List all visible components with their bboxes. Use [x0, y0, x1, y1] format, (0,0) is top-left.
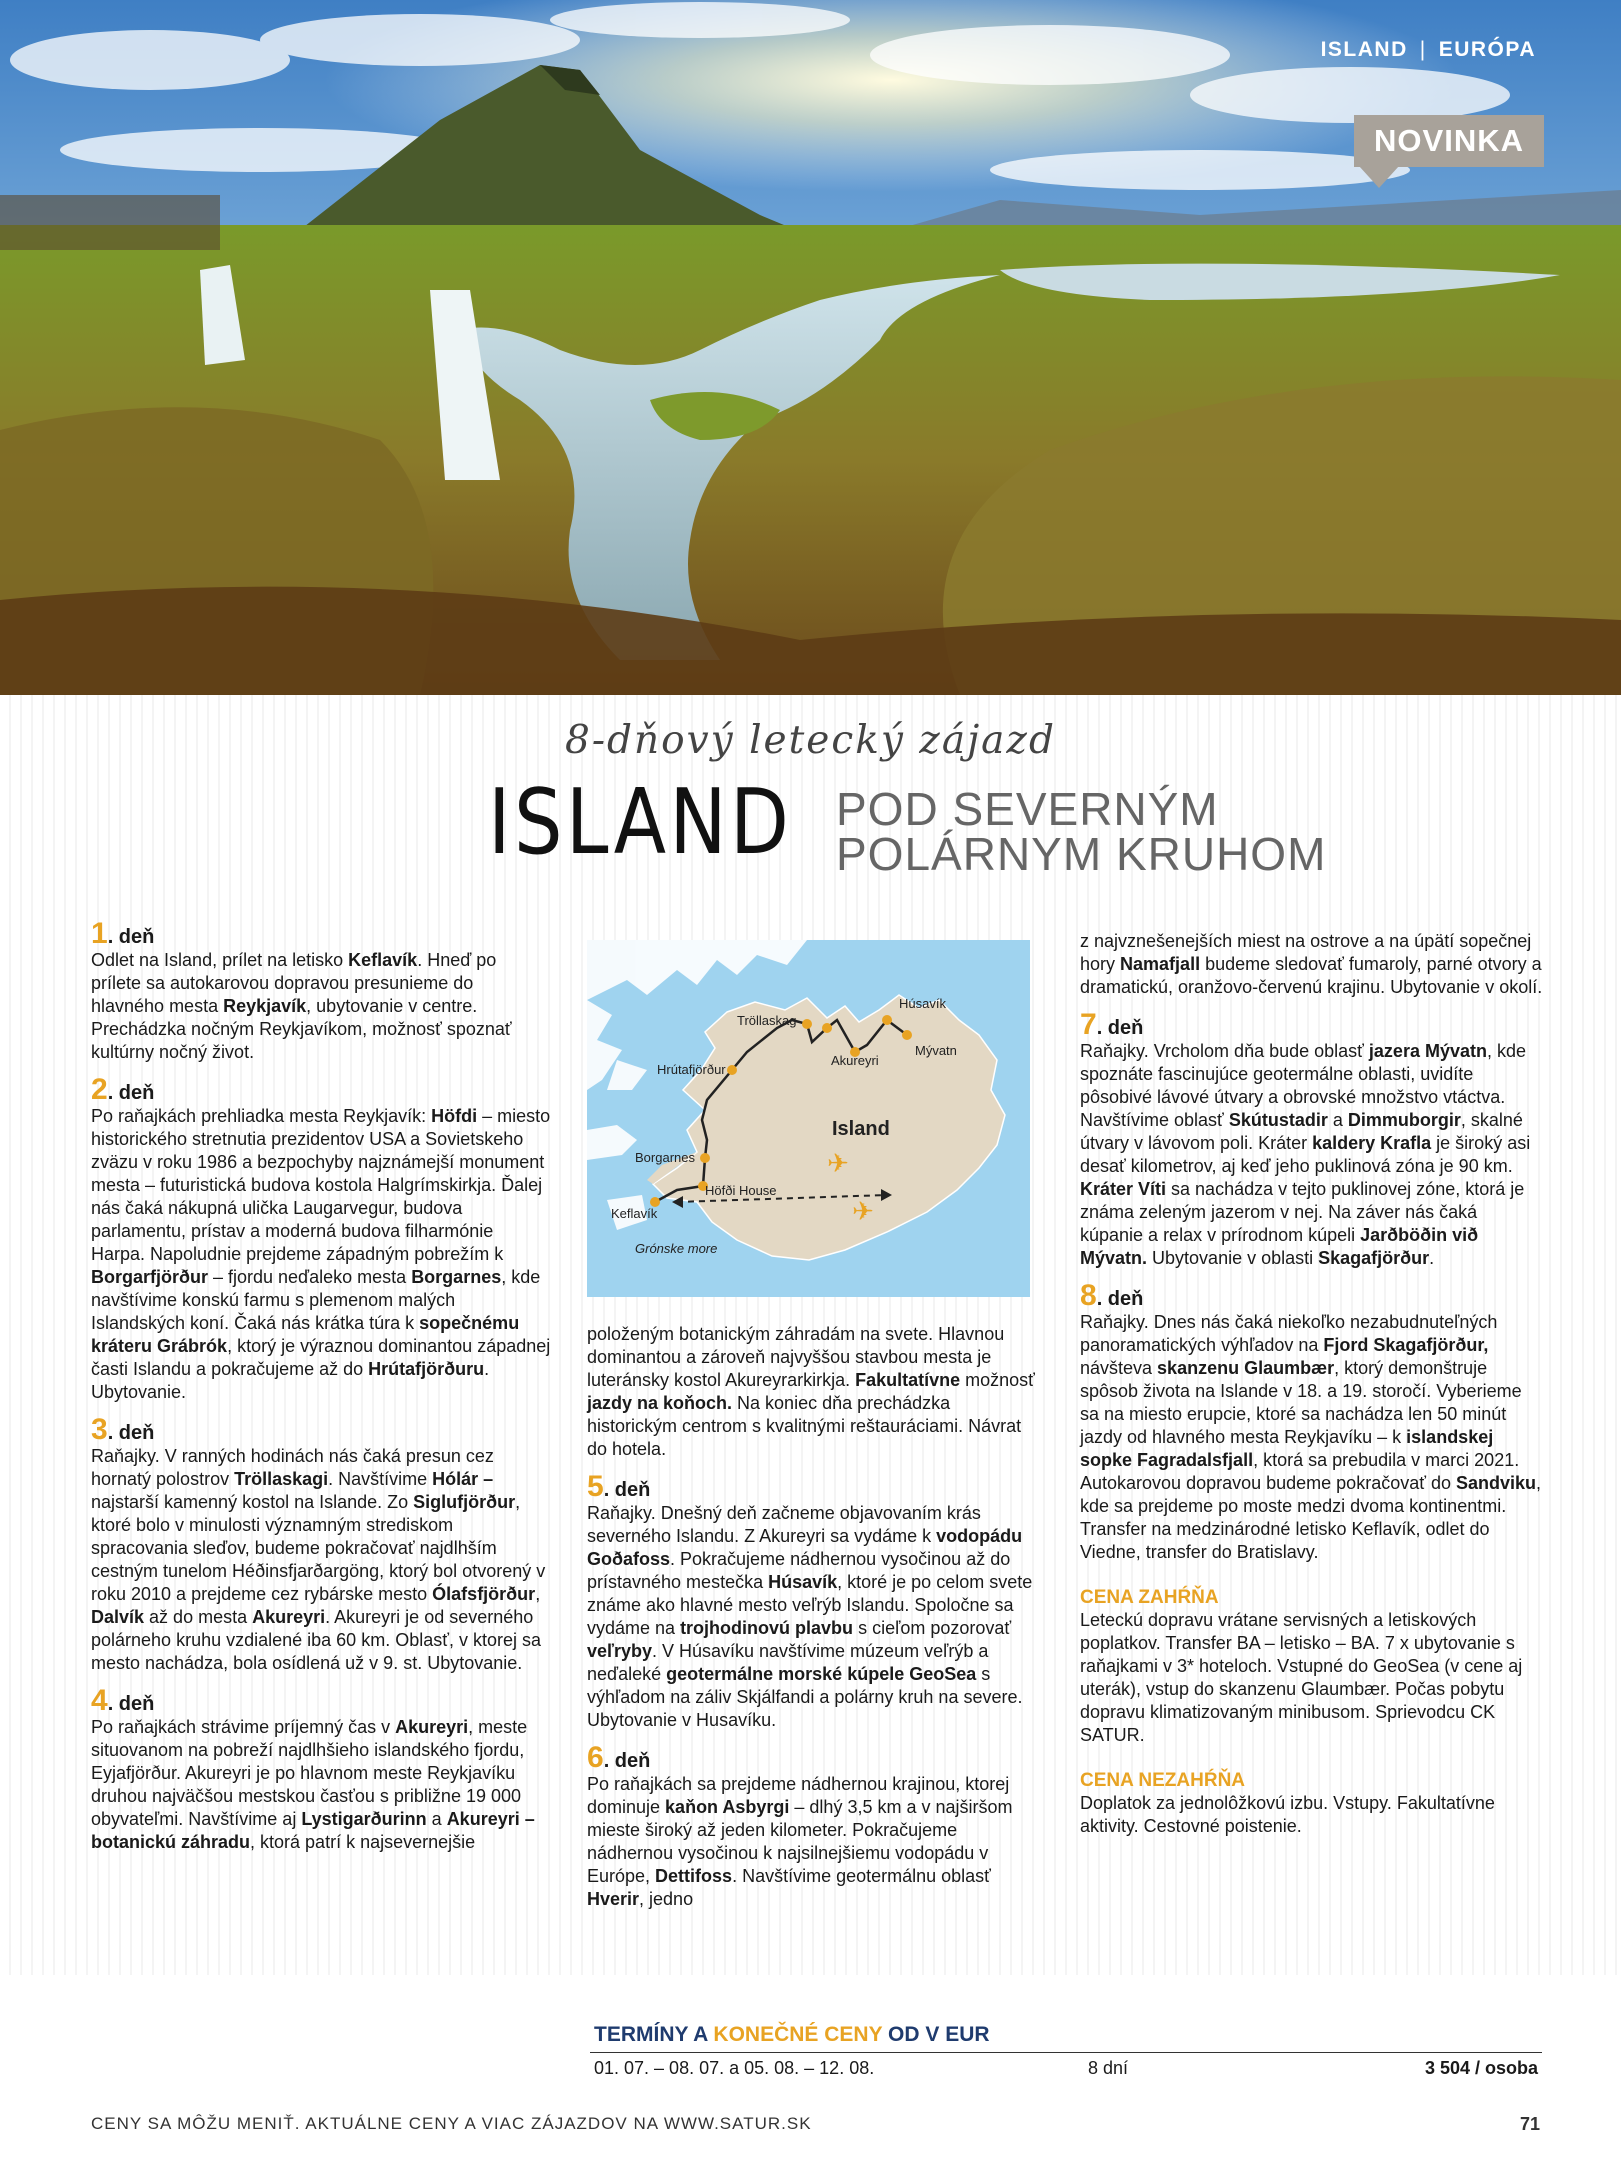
day-label: . deň — [1096, 1288, 1144, 1310]
day-2 — [91, 1073, 551, 1404]
terms-heading-part1: TERMÍNY A — [594, 2023, 714, 2046]
map-label-akureyri: Akureyri — [831, 1053, 879, 1068]
day-number: 5 — [587, 1470, 604, 1503]
day-number: 3 — [91, 1413, 108, 1446]
page-number: 71 — [1519, 2114, 1540, 2134]
price-includes-heading: CENA ZAHŔŇA — [1080, 1587, 1219, 1608]
terms-heading — [594, 2023, 990, 2047]
day-heading — [587, 1741, 1042, 1774]
landscape-illustration — [0, 0, 1621, 695]
region-continent: EURÓPA — [1438, 38, 1536, 61]
day-label: . deň — [107, 1082, 155, 1104]
title-tagline-line2: POLÁRNYM KRUHOM — [836, 828, 1327, 880]
region-tag — [1321, 38, 1536, 62]
trip-subtitle: 8-dňový letecký zájazd — [565, 718, 1056, 763]
route-map — [587, 940, 1030, 1297]
map-label-sea: Grónske more — [635, 1241, 718, 1256]
day-number: 4 — [91, 1684, 108, 1717]
day-7 — [1080, 1008, 1545, 1270]
map-label-hrutafjordur: Hrútafjörður — [657, 1062, 726, 1077]
terms-duration: 8 dní — [1088, 2058, 1129, 2078]
terms-price: 3 504 / osoba — [1424, 2058, 1538, 2078]
day-text: Raňajky. V ranných hodinách nás čaká presun cez hornatý polostrov Tröllaskagi. Navštívime Hólár – najstarší kamenný kostol na Islande. Zo Siglufjörður, ktoré bolo v minulosti významným strediskom spracovania sleďov, budeme pokračovať najdlhším cestným tunelom Héðinsfjarðargöng, ktorý bol otvorený v roku 2010 a prejdeme cez rybárske mesto Ólafsfjörður, Dalvík až do mesta Akureyri. Akureyri je od severného polárneho kruhu vzdialené iba 60 km. Oblasť, v ktorej sa mesto nachádza, bola osídlená už v 9. st. Ubytovanie. — [91, 1446, 546, 1673]
map-label-husavik: Húsavík — [899, 996, 946, 1011]
day-4 — [91, 1684, 551, 1854]
region-separator: | — [1419, 38, 1427, 61]
price-includes-text: Leteckú dopravu vrátane servisných a letiskových poplatkov. Transfer BA – letisko – BA. 7 x ubytovanie s raňajkami v 3* hoteloch. Vstupné do GeoSea (v cene aj uterák), vstup do skanzenu Glaumbær. Počas pobytu dopravu klimatizovaným minibusom. Sprievodcu CK SATUR. — [1080, 1610, 1523, 1745]
column-right — [1080, 930, 1545, 1838]
day-1 — [91, 917, 551, 1064]
day-text: Po raňajkách strávime príjemný čas v Akureyri, meste situovanom na pobreží najdlhšieho islandského fjordu, Eyjafjörður. Akureyri je po hlavnom meste Reykjavíku druhou najväčšou mestskou časťou s približne 19 000 obyvateľmi. Navštívime aj Lystigarðurinn a Akureyri – botanickú záhradu, ktorá patrí k najsevernejšie — [91, 1717, 535, 1852]
day-6-continued — [1080, 930, 1545, 999]
day-4-continued — [587, 1323, 1042, 1461]
day-text: Raňajky. Vrcholom dňa bude oblasť jazera Mývatn, kde spoznáte fascinujúce geotermálne oblasti, uvidíte pôsobivé lávové útvary a obrovské množstvo vtáctva. Navštívime oblasť Skútustadir a Dimmuborgir, skalné útvary v lávovom poli. Kráter kaldery Krafla je široký asi desať kilometrov, aj keď jeho puklinová zóna je 90 km. Kráter Víti sa nachádza v tejto puklinovej zóne, ktorá je známa zeleným jazerom v nej. Na záver nás čaká kúpanie a relax v prírodnom kúpeli Jarðböðin við Mývatn. Ubytovanie v oblasti Skagafjörður. — [1080, 1041, 1531, 1268]
day-text: Raňajky. Dnešný deň začneme objavovaním krás severného Islandu. Z Akureyri sa vydáme k vodopádu Goðafoss. Pokračujeme nádhernou vysočinou až do prístavného mestečka Húsavík, ktoré je po celom svete známe ako hlavné mesto veľrýb Islandu. Spoločne sa vydáme na trojhodinovú plavbu s cieľom pozorovať veľryby. V Húsavíku navštívime múzeum veľrýb a neďaleké geotermálne morské kúpele GeoSea s výhľadom na záliv Skjálfandi a polárny kruh na severe. Ubytovanie v Husavíku. — [587, 1503, 1033, 1730]
day-heading — [91, 917, 551, 950]
day-number: 6 — [587, 1741, 604, 1774]
day-label: . deň — [603, 1750, 651, 1772]
day-5 — [587, 1470, 1042, 1732]
title-tagline — [836, 783, 1327, 880]
day-heading — [91, 1413, 551, 1446]
day-number: 2 — [91, 1073, 108, 1106]
price-excludes-heading: CENA NEZAHŔŇA — [1080, 1770, 1246, 1791]
day-label: . deň — [1096, 1017, 1144, 1039]
terms-divider — [590, 2052, 1542, 2053]
day-text: Po raňajkách prehliadka mesta Reykjavík: Höfdi – miesto historického stretnutia prezidentov USA a Sovietskeho zväzu v roku 1986 a bezpochyby najznámejší monument mesta – futuristická budova kostola Halgrímskirkja. Ďalej nás čaká nákupná ulička Laugarvegur, budova parlamentu, prístav a moderná budova filharmónie Harpa. Napoludnie prejdeme západným pobrežím k Borgarfjörður – fjordu neďaleko mesta Borgarnes, kde navštívime konskú farmu s plemenom malých Islandských koní. Čaká nás krátka túra k sopečnému kráteru Grábrók, ktorý je výraznou dominantou západnej časti Islandu a pokračujeme až do Hrútafjörðuru. Ubytovanie. — [91, 1106, 551, 1402]
region-country: ISLAND — [1320, 38, 1408, 61]
map-label-hofdi: Höfði House — [705, 1183, 777, 1198]
map-label-borgarnes: Borgarnes — [635, 1150, 695, 1165]
terms-dates: 01. 07. – 08. 07. a 05. 08. – 12. 08. — [594, 2058, 875, 2078]
day-label: . deň — [107, 926, 155, 948]
day-label: . deň — [107, 1422, 155, 1444]
day-heading — [1080, 1279, 1545, 1312]
title-tagline-line1: POD SEVERNÝM — [836, 783, 1219, 835]
day-text: z najvznešenejších miest na ostrove a na úpätí sopečnej hory Namafjall budeme sledovať fumaroly, parné otvory a dramatickú, oranžovo-červenú krajinu. Ubytovanie v okolí. — [1080, 931, 1543, 997]
day-heading — [91, 1073, 551, 1106]
price-excludes-text: Doplatok za jednolôžkovú izbu. Vstupy. Fakultatívne aktivity. Cestovné poistenie. — [1080, 1793, 1495, 1836]
hero-photo — [0, 0, 1621, 695]
day-text: Raňajky. Dnes nás čaká niekoľko nezabudnuteľných panoramatických výhľadov na Fjord Skagafjörður, návšteva skanzenu Glaumbær, ktorý demonštruje spôsob života na Islande v 18. a 19. storočí. Vyberieme sa na miesto erupcie, ktoré sa nachádza len 50 minút jazdy od hlavného mesta Reykjavíku – k islandskej sopke Fagradalsfjall, ktorá sa prebudila v marci 2021. Autokarovou dopravou budeme pokračovať do Sandviku, kde sa prejdeme po moste medzi dvoma kontinentmi. Transfer na medzinárodné letisko Keflavík, odlet do Viedne, transfer do Bratislavy. — [1080, 1312, 1542, 1562]
day-number: 1 — [91, 917, 108, 950]
day-number: 8 — [1080, 1279, 1097, 1312]
iceland-map — [587, 940, 1030, 1297]
day-text: Odlet na Island, prílet na letisko Keflavík. Hneď po prílete sa autokarovou dopravou presunieme do hlavného mesta Reykjavík, ubytovanie v centre. Prechádzka nočným Reykjavíkom, možnosť spoznať kultúrny nočný život. — [91, 950, 512, 1062]
novinka-badge-tail — [1359, 166, 1399, 188]
day-label: . deň — [603, 1479, 651, 1501]
column-left — [91, 917, 551, 1854]
map-label-island: Island — [832, 1118, 890, 1140]
plane-icon: ✈ — [852, 1197, 874, 1227]
map-label-trollaskag: Tröllaskag — [737, 1013, 797, 1028]
day-6 — [587, 1741, 1042, 1911]
plane-icon: ✈ — [827, 1149, 849, 1179]
page-title: ISLAND — [488, 770, 793, 875]
day-heading — [587, 1470, 1042, 1503]
footer-note: CENY SA MÔŽU MENIŤ. AKTUÁLNE CENY A VIAC ZÁJAZDOV NA WWW.SATUR.SK — [91, 2114, 812, 2133]
day-text: položeným botanickým záhradám na svete. Hlavnou dominantou a zároveň najvyššou stavbou mesta je luteránsky kostol Akureyrarkirkja. Fakultatívne možnosť jazdy na koňoch. Na koniec dňa prechádzka historickým centrom s kvalitnými reštauráciami. Návrat do hotela. — [587, 1324, 1035, 1459]
map-label-myvatn: Mývatn — [915, 1043, 957, 1058]
day-label: . deň — [107, 1693, 155, 1715]
map-label-keflavik: Keflavík — [611, 1206, 658, 1221]
novinka-badge: NOVINKA — [1354, 115, 1544, 167]
day-3 — [91, 1413, 551, 1675]
day-text: Po raňajkách sa prejdeme nádhernou krajinou, ktorej dominuje kaňon Asbyrgi – dlhý 3,5 km a v najširšom mieste široký až jeden kilometer. Pokračujeme nádhernou vysočinou k najsilnejšiemu vodopádu v Európe, Dettifoss. Navštívime geotermálnu oblasť Hverir, jedno — [587, 1774, 1013, 1909]
terms-heading-accent: KONEČNÉ CENY — [713, 2023, 883, 2046]
day-8 — [1080, 1279, 1545, 1564]
day-heading — [1080, 1008, 1545, 1041]
column-middle — [587, 1323, 1042, 1911]
terms-heading-part2: OD V EUR — [882, 2023, 990, 2046]
day-number: 7 — [1080, 1008, 1097, 1041]
day-heading — [91, 1684, 551, 1717]
